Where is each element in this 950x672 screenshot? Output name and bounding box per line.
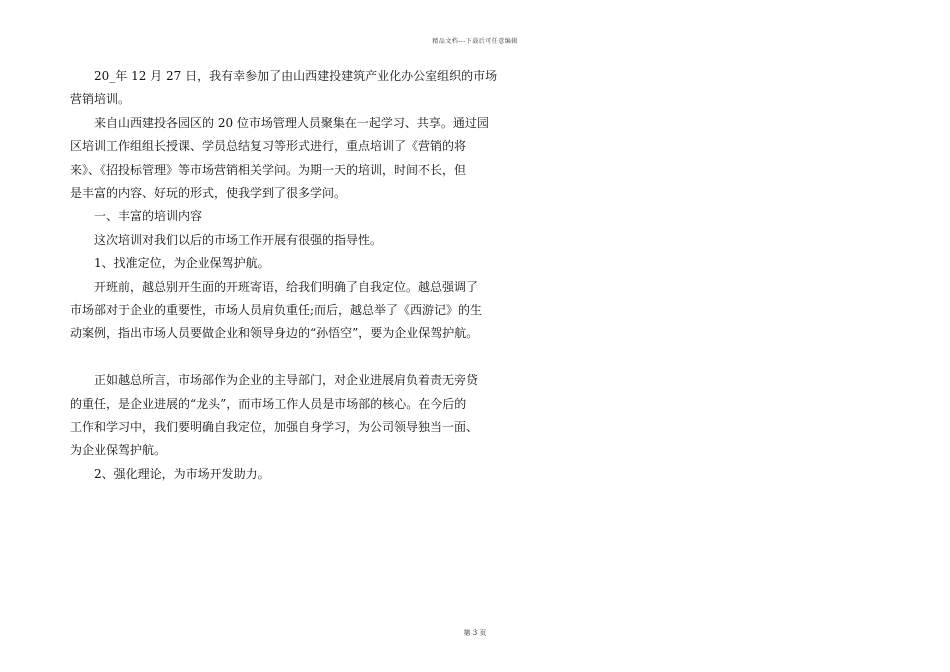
paragraph-line: 市场部对于企业的重要性，市场人员肩负重任;而后，越总举了《西游记》的生	[70, 303, 483, 318]
document-body	[70, 65, 498, 486]
paragraph-line: 来自山西建投各园区的 20 位市场管理人员聚集在一起学习、共享。通过园	[94, 115, 489, 130]
paragraph-spacer	[70, 346, 470, 369]
subsection-heading: 1、找准定位，为企业保驾护航。	[94, 256, 270, 271]
paragraph-line: 来》、《招投标管理》等市场营销相关学问。为期一天的培训，时间不长，但	[70, 162, 467, 177]
page-number: 第 3 页	[463, 629, 487, 637]
paragraph-line: 开班前，越总别开生面的开班寄语，给我们明确了自我定位。越总强调了	[94, 279, 479, 294]
paragraph-line: 动案例，指出市场人员要做企业和领导身边的“孙悟空”，要为企业保驾护航。	[70, 326, 479, 341]
paragraph-line: 工作和学习中，我们要明确自我定位，加强自身学习，为公司领导独当一面、	[70, 420, 479, 435]
subsection-heading: 2、强化理论，为市场开发助力。	[94, 466, 270, 481]
paragraph-line: 是丰富的内容、好玩的形式，使我学到了很多学问。	[70, 186, 347, 201]
paragraph-line: 营销培训。	[70, 92, 131, 107]
section-heading: 一、丰富的培训内容	[94, 209, 203, 224]
paragraph-line: 正如越总所言，市场部作为企业的主导部门，对企业进展肩负着责无旁贷	[94, 373, 479, 388]
paragraph-line: 20_年 12 月 27 日，我有幸参加了由山西建投建筑产业化办公室组织的市场	[94, 69, 498, 83]
paragraph-line: 区培训工作组组长授课、学员总结复习等形式进行，重点培训了《营销的将	[70, 139, 467, 154]
paragraph-line: 为企业保驾护航。	[70, 443, 167, 458]
header-note: 精品文档---下载后可任意编辑	[432, 38, 518, 45]
paragraph-line: 的重任，是企业进展的“龙头”，而市场工作人员是市场部的核心。在今后的	[70, 396, 467, 411]
paragraph-line: 这次培训对我们以后的市场工作开展有很强的指导性。	[94, 232, 383, 247]
